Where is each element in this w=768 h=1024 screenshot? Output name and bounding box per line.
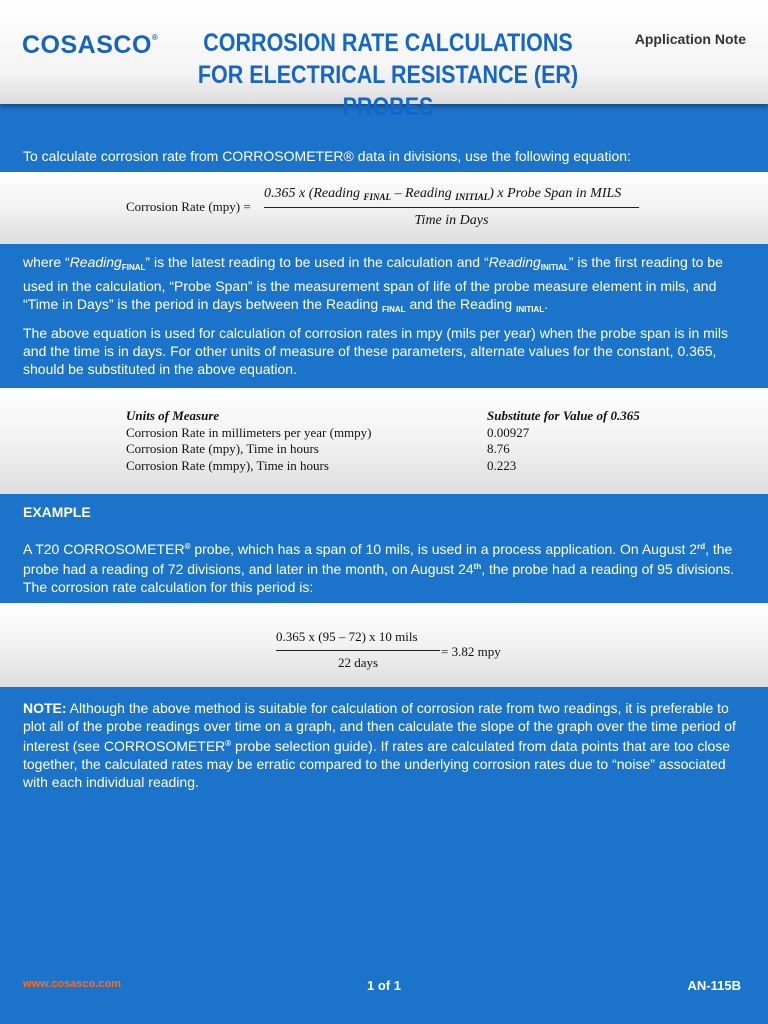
above-equation-paragraph: The above equation is used for calculation of corrosion rates in mpy (mils per year) when the probe span is in mils and the time is in days. For other units of measure of these parameters, alternate values for the constant, 0.365, should be substituted in the above equation. — [23, 325, 729, 377]
example-heading: EXAMPLE — [23, 504, 91, 520]
units-column — [126, 408, 372, 474]
website-link[interactable]: www.cosasco.com — [23, 978, 122, 990]
where-paragraph: where “Reading$_{FINAL}$” is the latest reading to be used in the calculation and “Reading$_{INITIAL}$” is the first reading to be used in the calculation, “Probe Span” is the measurement span of life of the probe measure element in mils, and “Time in Days” is the period in days between the Reading $_{FINAL}$ and the Reading $_{INITIAL}$. — [23, 254, 723, 314]
equation-2-band — [0, 603, 768, 687]
intro-text: To calculate corrosion rate from CORROSOMETER® data in divisions, use the following equation: — [23, 148, 631, 164]
cosasco-logo: COSASCO® — [22, 31, 159, 59]
units-header: Units of Measure — [126, 408, 220, 423]
value-cell: 0.00927 — [487, 424, 530, 440]
units-row: Corrosion Rate (mmpy), Time in hours — [126, 457, 329, 473]
page-number: 1 of 1 — [367, 978, 401, 993]
value-cell: 0.223 — [487, 457, 517, 473]
units-row: Corrosion Rate in millimeters per year (mmpy) — [126, 424, 372, 440]
equation-2-fraction-bar — [276, 650, 440, 651]
equation-1-band — [0, 172, 768, 244]
page-title — [183, 27, 592, 123]
values-header: Substitute for Value of 0.365 — [487, 408, 640, 423]
example-paragraph: A T20 CORROSOMETER® probe, which has a span of 10 mils, is used in a process application. On August 2rd, the probe had a reading of 72 divisions, and later in the month, on August 24th, the probe had a reading of 95 divisions. The corrosion rate calculation for this period is: — [23, 541, 735, 595]
values-column — [487, 408, 640, 474]
page-header — [0, 0, 768, 121]
equation-1-label: Corrosion Rate (mpy) = — [126, 199, 251, 214]
units-row: Corrosion Rate (mpy), Time in hours — [126, 441, 319, 456]
equation-1-denominator: Time in Days — [414, 213, 489, 228]
equation-1-numerator: 0.365 x (Reading $_{FINAL}$ – Reading $_{INITIAL}$) x Probe Span in MILS — [264, 186, 622, 202]
equation-2-numerator: 0.365 x (95 – 72) x 10 mils — [276, 629, 418, 644]
document-id: AN-115B — [687, 978, 741, 993]
title-line-1: CORROSION RATE CALCULATIONS — [203, 29, 573, 57]
equation-2-denominator: 22 days — [337, 655, 379, 670]
value-cell: 8.76 — [487, 441, 510, 456]
doc-type-label: Application Note — [634, 31, 746, 47]
equation-1-fraction-bar — [264, 207, 639, 208]
equation-2-result: = 3.82 mpy — [441, 644, 501, 659]
units-table-band — [0, 388, 768, 494]
note-paragraph: NOTE: Although the above method is suitable for calculation of corrosion rate from two readings, it is preferable to plot all of the probe readings over time on a graph, and then calculate the slope of the graph over the time period of interest (see CORROSOMETER® probe selection guide). If rates are calculated from data points that are too close together, the calculated rates may be erratic compared to the underlying corrosion rates due to “noise” associated with each individual reading. — [23, 700, 736, 790]
title-line-2: FOR ELECTRICAL RESISTANCE (ER) PROBES — [197, 61, 579, 121]
